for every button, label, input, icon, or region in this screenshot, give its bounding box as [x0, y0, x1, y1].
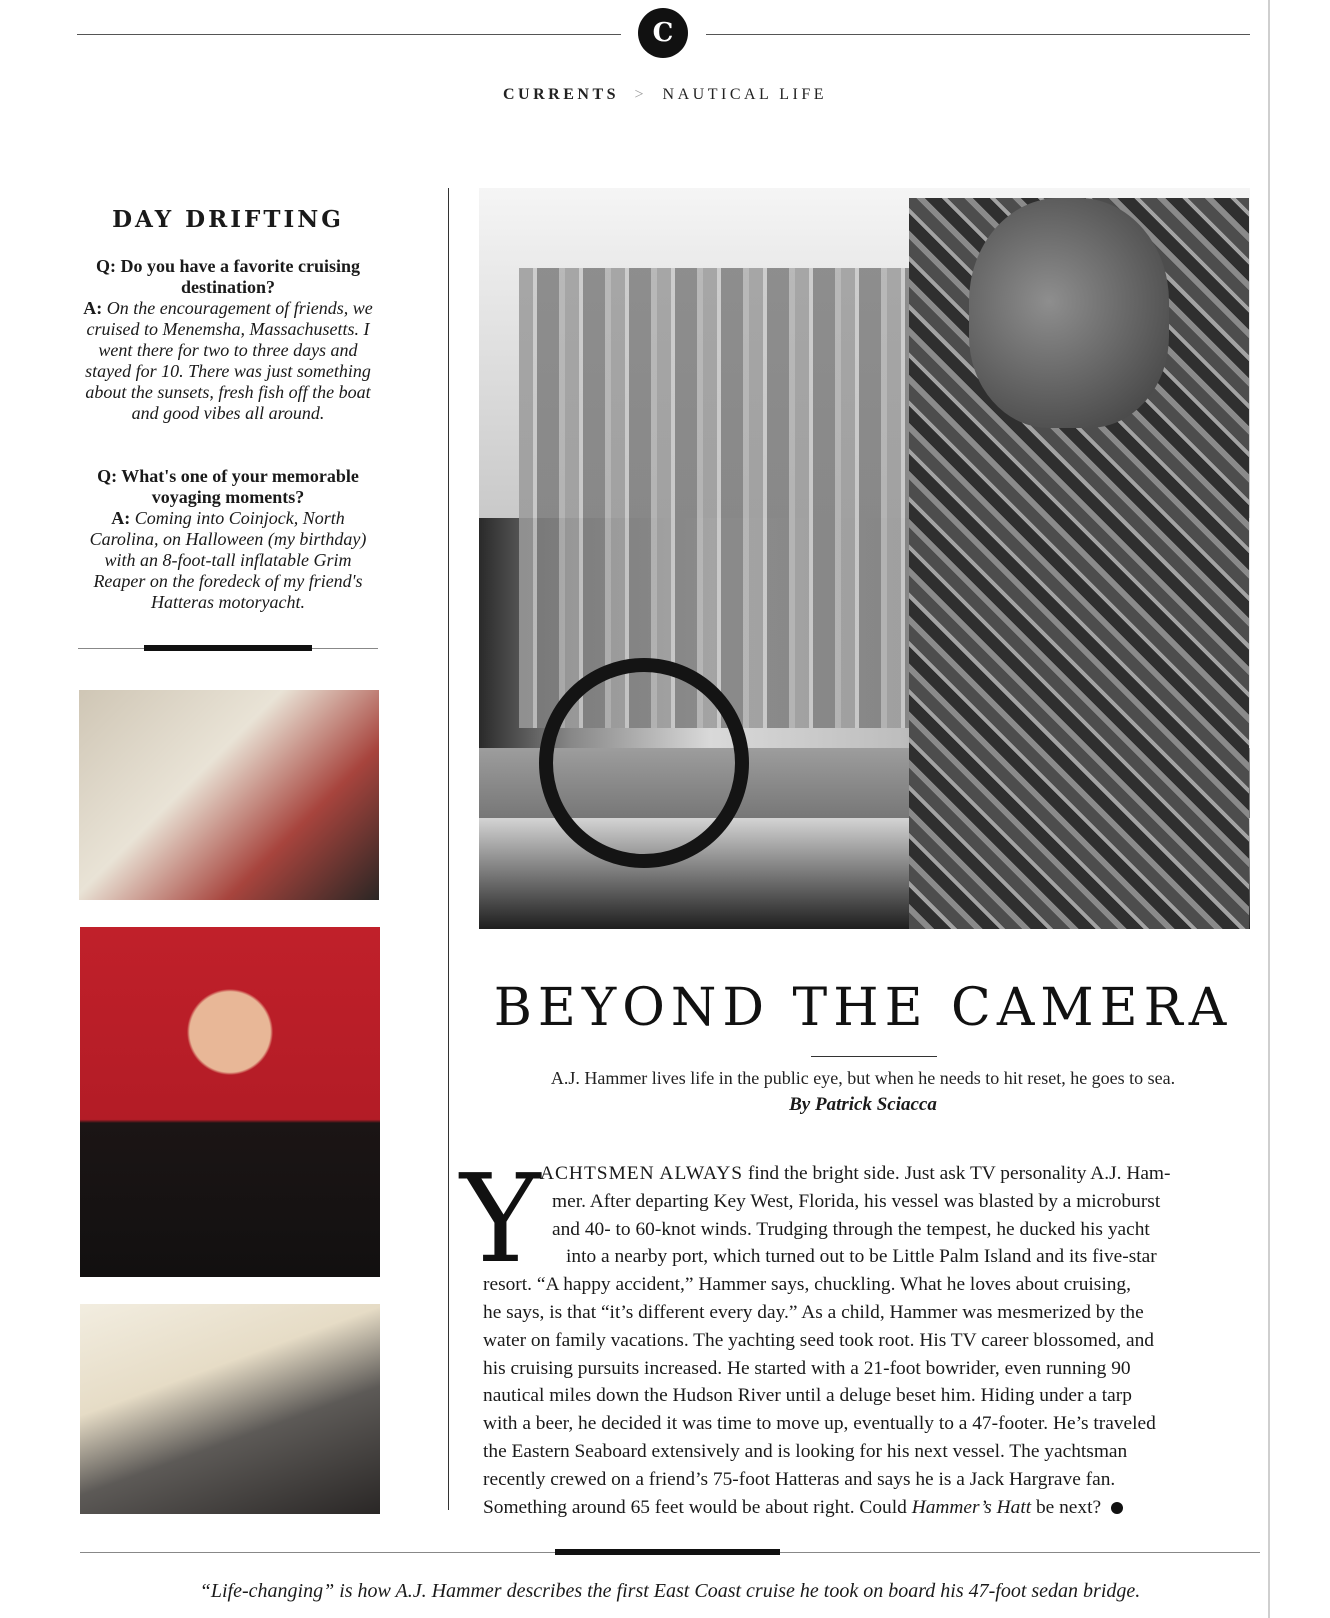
- main-helm-photo: [479, 188, 1250, 929]
- answer-label: A:: [83, 298, 103, 318]
- caption-divider-bar: [555, 1549, 780, 1555]
- question-2: Q: What's one of your memorable voyaging moments?: [97, 466, 359, 507]
- headline-rule: [811, 1056, 937, 1057]
- body-line: ACHTSMEN ALWAYS find the bright side. Just ask TV personality A.J. Ham-: [540, 1163, 1171, 1184]
- red-carpet-photo: [79, 690, 379, 900]
- body-line: the Eastern Seaboard extensively and is looking for his next vessel. The yachtsman: [483, 1441, 1128, 1462]
- answer-label: A:: [111, 508, 131, 528]
- column-divider: [448, 188, 449, 1510]
- body-line: recently crewed on a friend’s 75-foot Hatteras and says he is a Jack Hargrave fan.: [483, 1468, 1116, 1490]
- photo-caption: “Life-changing” is how A.J. Hammer describes the first East Coast cruise he took on board his 47-foot sedan bridge.: [199, 1580, 1141, 1602]
- qa-block-2: [78, 466, 378, 613]
- yacht-bridge-photo: [80, 1304, 380, 1514]
- answer-2: [78, 508, 378, 613]
- breadcrumb-section: CURRENTS: [503, 86, 620, 103]
- article-headline: BEYOND THE CAMERA: [493, 978, 1233, 1038]
- steering-wheel-icon: [539, 658, 749, 868]
- body-line: and 40- to 60-knot winds. Trudging through the tempest, he ducked his yacht: [552, 1218, 1150, 1240]
- page-edge: [1268, 0, 1270, 1618]
- qa-block-1: [78, 256, 378, 424]
- question-1: Q: Do you have a favorite cruising destination?: [96, 256, 360, 297]
- body-line: with a beer, he decided it was time to move up, eventually to a 47-footer. He’s traveled: [483, 1413, 1156, 1435]
- body-line: nautical miles down the Hudson River until a deluge beset him. Hiding under a tarp: [483, 1385, 1132, 1407]
- body-line: resort. “A happy accident,” Hammer says, chuckling. What he loves about cruising,: [483, 1274, 1131, 1296]
- answer-text: On the encouragement of friends, we cruised to Menemsha, Massachusetts. I went there for two to three days and stayed for 10. There was just something about the sunsets, fresh fish off the boat and good vibes all around.: [85, 298, 373, 423]
- sidebar-heading: DAY DRIFTING: [112, 206, 344, 233]
- lead-in: ACHTSMEN ALWAYS: [540, 1163, 744, 1184]
- breadcrumb-subsection: NAUTICAL LIFE: [662, 86, 827, 103]
- body-line: Something around 65 feet would be about right. Could Hammer’s Hatt be next?: [483, 1494, 1258, 1522]
- article-byline: By Patrick Sciacca: [789, 1094, 937, 1115]
- sidebar-divider-bar: [144, 645, 312, 651]
- body-line: his cruising pursuits increased. He started with a 21-foot bowrider, even running 90: [483, 1357, 1131, 1379]
- body-line: into a nearby port, which turned out to be Little Palm Island and its five-star: [566, 1246, 1157, 1268]
- answer-1: [78, 298, 378, 424]
- answer-text: Coming into Coinjock, North Carolina, on Halloween (my birthday) with an 8-foot-tall inflatable Grim Reaper on the foredeck of my friend's Hatteras motoryacht.: [89, 508, 367, 612]
- portrait-photo: [80, 927, 380, 1277]
- drop-cap: Y: [460, 1148, 541, 1290]
- body-line: he says, is that “it’s different every day.” As a child, Hammer was mesmerized by the: [483, 1302, 1144, 1323]
- magazine-logo: [638, 8, 688, 58]
- header-rule-right: [706, 34, 1250, 35]
- breadcrumb-separator: >: [634, 86, 648, 103]
- body-line: water on family vacations. The yachting seed took root. His TV career blossomed, and: [483, 1329, 1154, 1351]
- header-rule-left: [77, 34, 621, 35]
- logo-letter: C: [652, 18, 674, 48]
- body-line: mer. After departing Key West, Florida, his vessel was blasted by a microburst: [552, 1190, 1161, 1212]
- photo-captain-head: [969, 198, 1169, 428]
- section-breadcrumb: [0, 86, 1330, 104]
- boat-name: Hammer’s Hatt: [911, 1496, 1032, 1518]
- end-mark-icon: [1111, 1502, 1123, 1514]
- article-deck: A.J. Hammer lives life in the public eye, but when he needs to hit reset, he goes to sea.: [550, 1068, 1176, 1088]
